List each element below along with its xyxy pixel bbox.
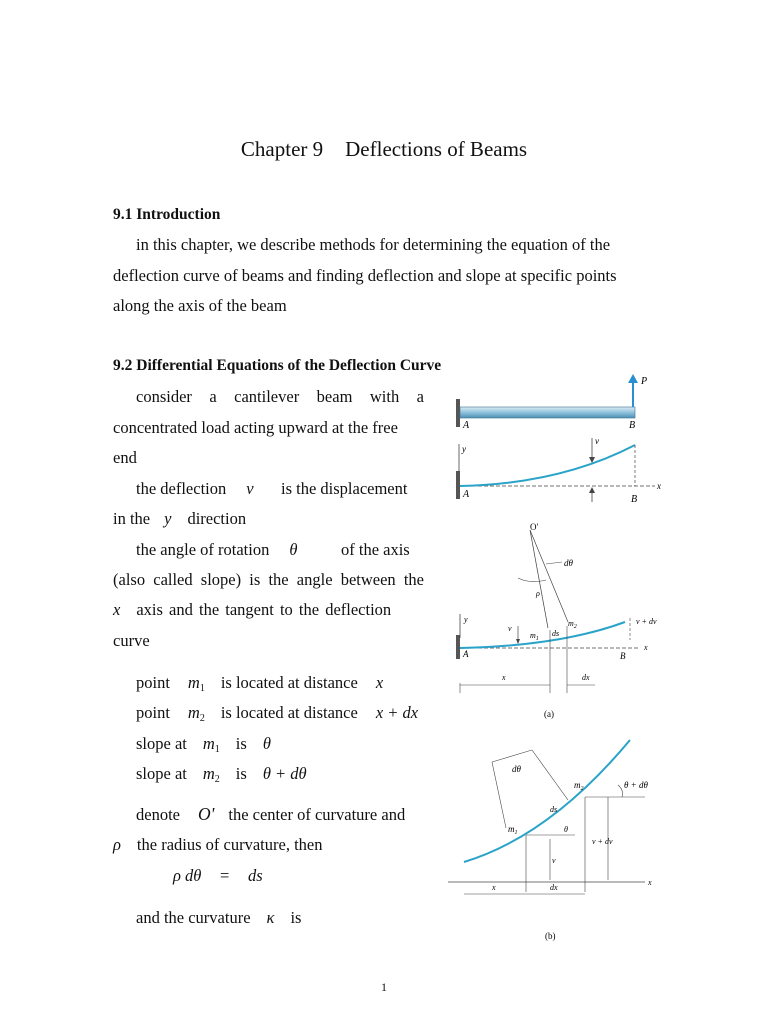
deflection-curve [460, 445, 635, 486]
intro-line-3: along the axis of the beam [113, 296, 287, 315]
rotation-line-2: (also called slope) is the angle between the [113, 570, 424, 589]
para-line-3: end [113, 448, 137, 467]
rotation-line-4: curve [113, 631, 150, 650]
symbol-theta: θ [262, 734, 271, 753]
angle-arc [518, 578, 546, 582]
subscript: 1 [199, 683, 205, 694]
label-v: v [552, 856, 556, 865]
symbol-x-plus-dx: x + dx [375, 703, 419, 722]
radius-line-2 [530, 530, 568, 622]
label-ds: ds [550, 805, 558, 814]
direction-line [113, 509, 246, 529]
label-dtheta: dθ [564, 558, 573, 568]
text: direction [187, 509, 247, 528]
symbol-theta: θ [289, 540, 298, 559]
text: the angle of rotation [136, 540, 270, 559]
section-heading-differential-equations: 9.2 Differential Equations of the Deflection Curve [113, 357, 442, 374]
load-arrowhead [628, 374, 638, 383]
sub: 1 [535, 636, 539, 642]
label-rho: ρ [536, 589, 540, 598]
normal-line-1 [492, 762, 506, 828]
v-bottom-arrowhead [589, 487, 595, 493]
text: point [136, 703, 170, 722]
label-m1 [530, 631, 539, 642]
symbol-theta-plus-dtheta: θ + dθ [262, 764, 307, 783]
chapter-name: Deflections of Beams [345, 137, 528, 161]
rotation-line-b: of the axis [341, 540, 410, 559]
text: denote [136, 805, 180, 824]
label-b: B [631, 494, 638, 505]
label-a: A [463, 420, 470, 431]
symbol-kappa: κ [266, 908, 275, 927]
text: is [235, 764, 247, 783]
label-x: x [657, 481, 661, 491]
label-o-prime: O' [530, 522, 539, 532]
rotation-line-a [136, 540, 297, 560]
text: slope at [136, 734, 187, 753]
label-dx: dx [582, 673, 590, 682]
text: the deflection [136, 479, 227, 498]
page-number: 1 [381, 980, 387, 994]
sub: 2 [580, 786, 584, 792]
deflection-curve [460, 622, 625, 648]
label-dtheta: dθ [512, 764, 521, 774]
equation-rho-dtheta: ρ dθ [173, 866, 202, 885]
label-b: B [629, 420, 636, 431]
sub: 1 [514, 830, 518, 836]
text: the center of curvature and [228, 805, 406, 824]
symbol-m: m [187, 673, 200, 692]
equation-equals: = [220, 866, 230, 885]
label-v: v [595, 436, 599, 446]
fixed-support [456, 471, 460, 499]
point-m1-line [136, 673, 383, 694]
v-arrowhead [516, 639, 520, 644]
deflection-line-b: is the displacement [281, 479, 408, 498]
symbol-x: x [113, 600, 121, 619]
radius-line-1 [530, 530, 548, 628]
text: in the [113, 509, 151, 528]
chapter-number: Chapter 9 [240, 137, 324, 161]
text: the radius of curvature, then [136, 835, 323, 854]
caption-b: (b) [545, 931, 556, 941]
label-x-dim: x [502, 673, 506, 682]
normal-line-2 [532, 750, 568, 800]
fixed-support [456, 399, 460, 427]
symbol-rho: ρ [113, 835, 121, 854]
para-line-1: consider a cantilever beam with a [136, 387, 424, 406]
subscript: 1 [214, 744, 220, 755]
text: is [290, 908, 302, 927]
chapter-title [0, 137, 768, 162]
text: is located at distance [220, 673, 358, 692]
text: point [136, 673, 170, 692]
m: m [568, 619, 574, 628]
label-x: x [644, 643, 648, 652]
label-x: x [492, 883, 496, 892]
symbol-v: v [246, 479, 254, 498]
deflection-line-a [136, 479, 254, 499]
denote-line [136, 804, 405, 825]
label-m1 [508, 824, 518, 836]
label-a: A [463, 649, 469, 659]
rotation-line-3 [113, 600, 391, 620]
figure-cantilever-beam [450, 370, 670, 434]
sub: 2 [573, 624, 577, 630]
figure-deflection-curve [450, 434, 670, 514]
label-v-plus-dv: v + dv [636, 617, 657, 626]
label-m2 [574, 780, 584, 792]
subscript: 2 [214, 774, 220, 785]
para-line-2: concentrated load acting upward at the free [113, 418, 398, 437]
symbol-o-prime: O' [197, 804, 215, 824]
m: m [530, 631, 536, 640]
leader-dtheta [546, 562, 562, 564]
label-v-plus-dv: v + dv [592, 837, 613, 846]
symbol-y: y [164, 509, 172, 528]
label-y: y [462, 444, 466, 454]
symbol-m: m [187, 703, 200, 722]
label-v: v [508, 624, 512, 633]
intro-line-1: in this chapter, we describe methods for determining the equation of the [136, 235, 611, 254]
label-theta: θ [564, 825, 568, 834]
subscript: 2 [199, 713, 205, 724]
fixed-support [456, 635, 460, 659]
symbol-m: m [202, 734, 215, 753]
label-x-axis: x [648, 878, 652, 887]
symbol-x: x [375, 673, 384, 692]
label-dx: dx [550, 883, 558, 892]
point-m2-line [136, 703, 418, 724]
m: m [574, 780, 581, 790]
label-a: A [463, 489, 470, 500]
dtheta-dim [492, 750, 532, 762]
caption-a: (a) [544, 709, 554, 719]
text: is located at distance [220, 703, 358, 722]
figure-b-element-detail [440, 732, 670, 944]
text: is [235, 734, 247, 753]
label-theta-plus-dtheta: θ + dθ [624, 780, 648, 790]
m: m [508, 824, 515, 834]
label-y: y [464, 615, 468, 624]
beam [460, 407, 635, 418]
text: axis and the tangent to the deflection [136, 600, 392, 619]
curvature-line [136, 908, 301, 928]
slope-m2-line [136, 764, 307, 785]
intro-line-2: deflection curve of beams and finding deflection and slope at specific points [113, 266, 617, 285]
section-heading-introduction: 9.1 Introduction [113, 206, 221, 223]
equation-ds: ds [248, 866, 263, 885]
text: and the curvature [136, 908, 251, 927]
angle-arc-2 [618, 785, 623, 797]
slope-m1-line [136, 734, 271, 755]
figure-a-curvature-geometry [450, 518, 680, 723]
label-b: B [620, 651, 626, 661]
radius-line [113, 835, 322, 855]
symbol-m: m [202, 764, 215, 783]
text: slope at [136, 764, 187, 783]
label-m2 [568, 619, 577, 630]
label-ds: ds [552, 629, 560, 638]
label-p: P [641, 376, 648, 387]
